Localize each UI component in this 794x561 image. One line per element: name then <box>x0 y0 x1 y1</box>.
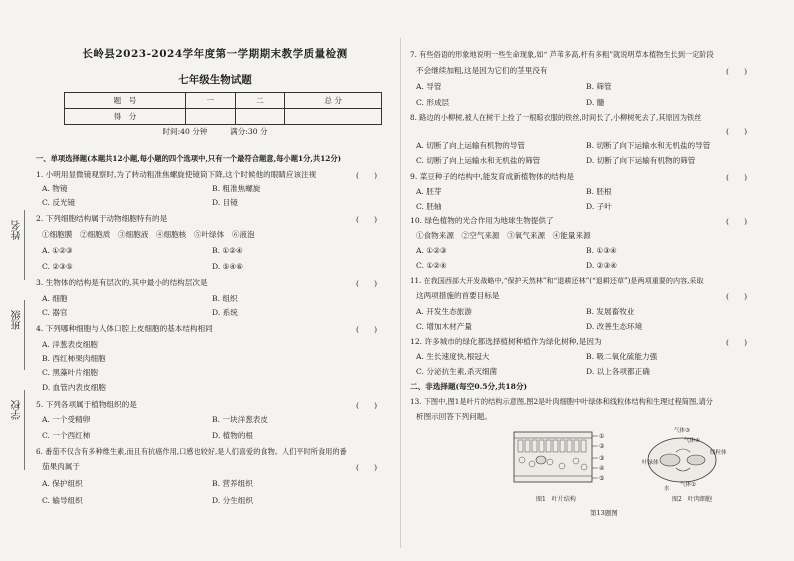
q2-option-b: B. ①②④ <box>212 246 243 255</box>
q2-stem: 2. 下列细胞结构属于动物细胞特有的是 <box>36 214 168 223</box>
exam-subtitle: 七年级生物试题 <box>178 74 252 86</box>
score-header-row <box>65 93 382 109</box>
q11-option-d: D. 改善生态环境 <box>586 322 643 331</box>
column-divider <box>400 38 401 548</box>
class-line <box>24 300 25 370</box>
score-table <box>64 92 382 125</box>
q2-option-c: C. ②③⑤ <box>42 262 73 271</box>
q8-stem: 8. 路边的小柳树,被人在树干上拴了一根晾衣服的铁丝,时间长了,小柳树死去了,其原因为铁丝 <box>410 113 702 122</box>
q4-answer-paren[interactable]: ( ) <box>356 325 378 334</box>
q11-option-c: C. 增加木材产量 <box>416 322 472 331</box>
q2-items: ①细胞膜 ②细胞质 ③细胞液 ④细胞核 ⑤叶绿体 ⑥液泡 <box>42 230 255 239</box>
mitochondrion-shape <box>687 455 705 465</box>
q7-option-b: B. 筛管 <box>586 82 612 91</box>
q3-answer-paren[interactable]: ( ) <box>356 279 378 288</box>
q9-stem: 9. 菜豆种子的结构中,能发育成新植物体的结构是 <box>410 172 574 181</box>
q1-option-b: B. 粗准焦螺旋 <box>212 184 261 193</box>
q8-option-a: A. 切断了向上运输有机物的导管 <box>416 141 526 150</box>
q12-answer-paren[interactable]: ( ) <box>726 338 748 347</box>
score-cell[interactable] <box>285 109 382 125</box>
q8-option-b: B. 切断了向下运输水和无机盐的导管 <box>586 141 711 150</box>
q1-stem: 1. 小明用显微镜观察时,为了转动粗准焦螺旋使镜筒下降,这个时候他的眼睛应该注视 <box>36 170 317 179</box>
leaf-outline <box>514 432 592 482</box>
binding-margin <box>6 200 34 540</box>
school-line <box>24 390 25 470</box>
q12-stem: 12. 许多城市的绿化都选择植树种植作为绿化树种,是因为 <box>410 337 602 346</box>
score-cell: 总 分 <box>285 93 382 109</box>
q9-option-a: A. 胚芽 <box>416 187 442 196</box>
fig2-label: 线粒体 <box>710 450 727 456</box>
q1-answer-paren[interactable]: ( ) <box>356 171 378 180</box>
q5-option-d: D. 植物的根 <box>212 431 254 440</box>
q3-stem: 3. 生物体的结构是有层次的,其中最小的结构层次是 <box>36 278 208 287</box>
q3-option-d: D. 系统 <box>212 308 238 317</box>
q3-option-c: C. 器官 <box>42 308 68 317</box>
q11-answer-paren[interactable]: ( ) <box>726 292 748 301</box>
q4-option-c: C. 黑藻叶片细胞 <box>42 368 98 377</box>
q7-option-d: D. 髓 <box>586 98 605 107</box>
q10-option-b: B. ①③④ <box>586 246 617 255</box>
score-cell[interactable] <box>235 109 285 125</box>
leaf-structure-diagram <box>510 428 606 490</box>
chloroplast-shape <box>660 454 680 466</box>
q6-option-d: D. 分生组织 <box>212 496 254 505</box>
fig2-label: 叶绿体 <box>642 460 659 466</box>
q10-answer-paren[interactable]: ( ) <box>726 217 748 226</box>
q10-stem: 10. 绿色植物的光合作用为地球生物提供了 <box>410 216 554 225</box>
q13-stem-cont: 析图示回答下列问题。 <box>416 412 492 421</box>
q7-option-c: C. 形成层 <box>416 98 450 107</box>
q6-stem: 6. 番茄不仅含有多种维生素,而且有抗癌作用,口感也较好,是人们喜爱的食物。人们平时所食用的番 <box>36 447 347 456</box>
name-label: 姓名 <box>12 220 23 240</box>
fig1-label: ① <box>599 433 605 440</box>
q5-option-a: A. 一个受精卵 <box>42 415 91 424</box>
q6-option-a: A. 保护组织 <box>42 479 83 488</box>
q11-option-b: B. 发展畜牧业 <box>586 307 635 316</box>
q13-stem: 13. 下图中,图1是叶片的结构示意图,图2是叶肉细胞中叶绿体和线粒体结构和生理过程简图,请分 <box>410 397 713 406</box>
q2-option-d: D. ⑤④⑥ <box>212 262 244 271</box>
q5-answer-paren[interactable]: ( ) <box>356 401 378 410</box>
q1-option-d: D. 目镜 <box>212 198 238 207</box>
q4-option-b: B. 西红柿果肉细胞 <box>42 354 106 363</box>
q6-stem-cont: 茄果肉属于 <box>42 462 80 471</box>
mesophyll-cell-diagram <box>640 424 740 494</box>
q4-stem: 4. 下列哪种细胞与人体口腔上皮细胞的基本结构相同 <box>36 324 213 333</box>
score-cell: 题 号 <box>65 93 186 109</box>
q10-items: ①食物来源 ②空气来源 ③氧气来源 ④能量来源 <box>416 231 591 240</box>
q11-stem-cont: 这两项措施的首要目标是 <box>416 291 500 300</box>
fig2-label: 气体③ <box>674 428 690 434</box>
q6-answer-paren[interactable]: ( ) <box>356 463 378 472</box>
q12-option-c: C. 分泌抗生素,杀灭细菌 <box>416 367 498 376</box>
fig1-label: ③ <box>599 455 605 462</box>
q12-option-b: B. 吸二氧化硫能力强 <box>586 352 658 361</box>
section1-heading: 一、单项选择题(本题共12小题,每小题的四个选项中,只有一个最符合题意,每小题1分,共12分) <box>36 154 342 163</box>
score-cell: 一 <box>185 93 235 109</box>
class-label: 班级 <box>12 310 23 330</box>
score-cell: 二 <box>235 93 285 109</box>
q9-option-d: D. 子叶 <box>586 202 612 211</box>
q4-option-d: D. 血管内表皮细胞 <box>42 383 106 392</box>
q12-option-d: D. 以上各项都正确 <box>586 367 650 376</box>
q7-stem-cont: 不会继续加粗,这是因为它们的茎里没有 <box>416 66 548 75</box>
q12-option-a: A. 生长速度快,根冠大 <box>416 352 490 361</box>
q6-option-c: C. 输导组织 <box>42 496 83 505</box>
time-info: 时间:40 分钟 满分:30 分 <box>162 127 268 136</box>
q7-option-a: A. 导管 <box>416 82 442 91</box>
q9-option-b: B. 胚根 <box>586 187 612 196</box>
fig1-caption: 图1 叶片结构 <box>536 496 576 503</box>
q3-option-a: A. 细胞 <box>42 294 68 303</box>
q10-option-c: C. ①②④ <box>416 261 447 270</box>
section2-heading: 二、非选择题(每空0.5分,共18分) <box>410 382 528 391</box>
q5-stem: 5. 下列各项属于植物组织的是 <box>36 400 137 409</box>
fig2-label: 气体④ <box>684 438 700 444</box>
q2-option-a: A. ①②③ <box>42 246 73 255</box>
q7-stem: 7. 有些俗语的形象地说明一些生命现象,如“ 芦苇多高,杆有多粗”就说明草本植物生长到一定阶段 <box>410 50 714 59</box>
q1-option-a: A. 物镜 <box>42 184 68 193</box>
q8-option-d: D. 切断了向下运输有机物的筛管 <box>586 156 696 165</box>
q11-option-a: A. 开发生态旅游 <box>416 307 472 316</box>
fig1-label: ④ <box>599 465 605 472</box>
q8-option-c: C. 切断了向上运输水和无机盐的筛管 <box>416 156 541 165</box>
q5-option-b: B. 一块洋葱表皮 <box>212 415 268 424</box>
figure-title: 第13题图 <box>590 509 618 517</box>
school-label: 学校 <box>12 400 23 420</box>
exam-title: 长岭县2023-2024学年度第一学期期末教学质量检测 <box>82 48 348 60</box>
q10-option-d: D. ②③④ <box>586 261 618 270</box>
q9-answer-paren[interactable]: ( ) <box>726 173 748 182</box>
name-line <box>24 210 25 280</box>
q4-option-a: A. 洋葱表皮细胞 <box>42 340 98 349</box>
fig2-label: 水 <box>664 486 670 492</box>
fig1-label: ② <box>599 443 605 450</box>
fig1-labels <box>599 433 605 482</box>
score-cell[interactable] <box>185 109 235 125</box>
fig2-caption: 图2 叶肉细胞 <box>672 496 712 503</box>
fig1-label: ⑤ <box>599 475 605 482</box>
q2-answer-paren[interactable]: ( ) <box>356 215 378 224</box>
fig2-label: 气体② <box>680 482 696 488</box>
q3-option-b: B. 组织 <box>212 294 238 303</box>
q7-answer-paren[interactable]: ( ) <box>726 67 748 76</box>
q8-answer-paren[interactable]: ( ) <box>726 127 748 136</box>
score-value-row <box>65 109 382 125</box>
label-lines <box>592 436 598 478</box>
vein <box>536 456 546 464</box>
q5-option-c: C. 一个西红柿 <box>42 431 91 440</box>
q6-option-b: B. 营养组织 <box>212 479 253 488</box>
score-cell: 得 分 <box>65 109 186 125</box>
q11-stem: 11. 在我国西部大开发战略中,“保护天然林”和“退耕还林”(“退耕还草”)是两项重要的内容,采取 <box>410 276 704 285</box>
q1-option-c: C. 反光镜 <box>42 198 76 207</box>
q9-option-c: C. 胚轴 <box>416 202 442 211</box>
q10-option-a: A. ①②③ <box>416 246 447 255</box>
